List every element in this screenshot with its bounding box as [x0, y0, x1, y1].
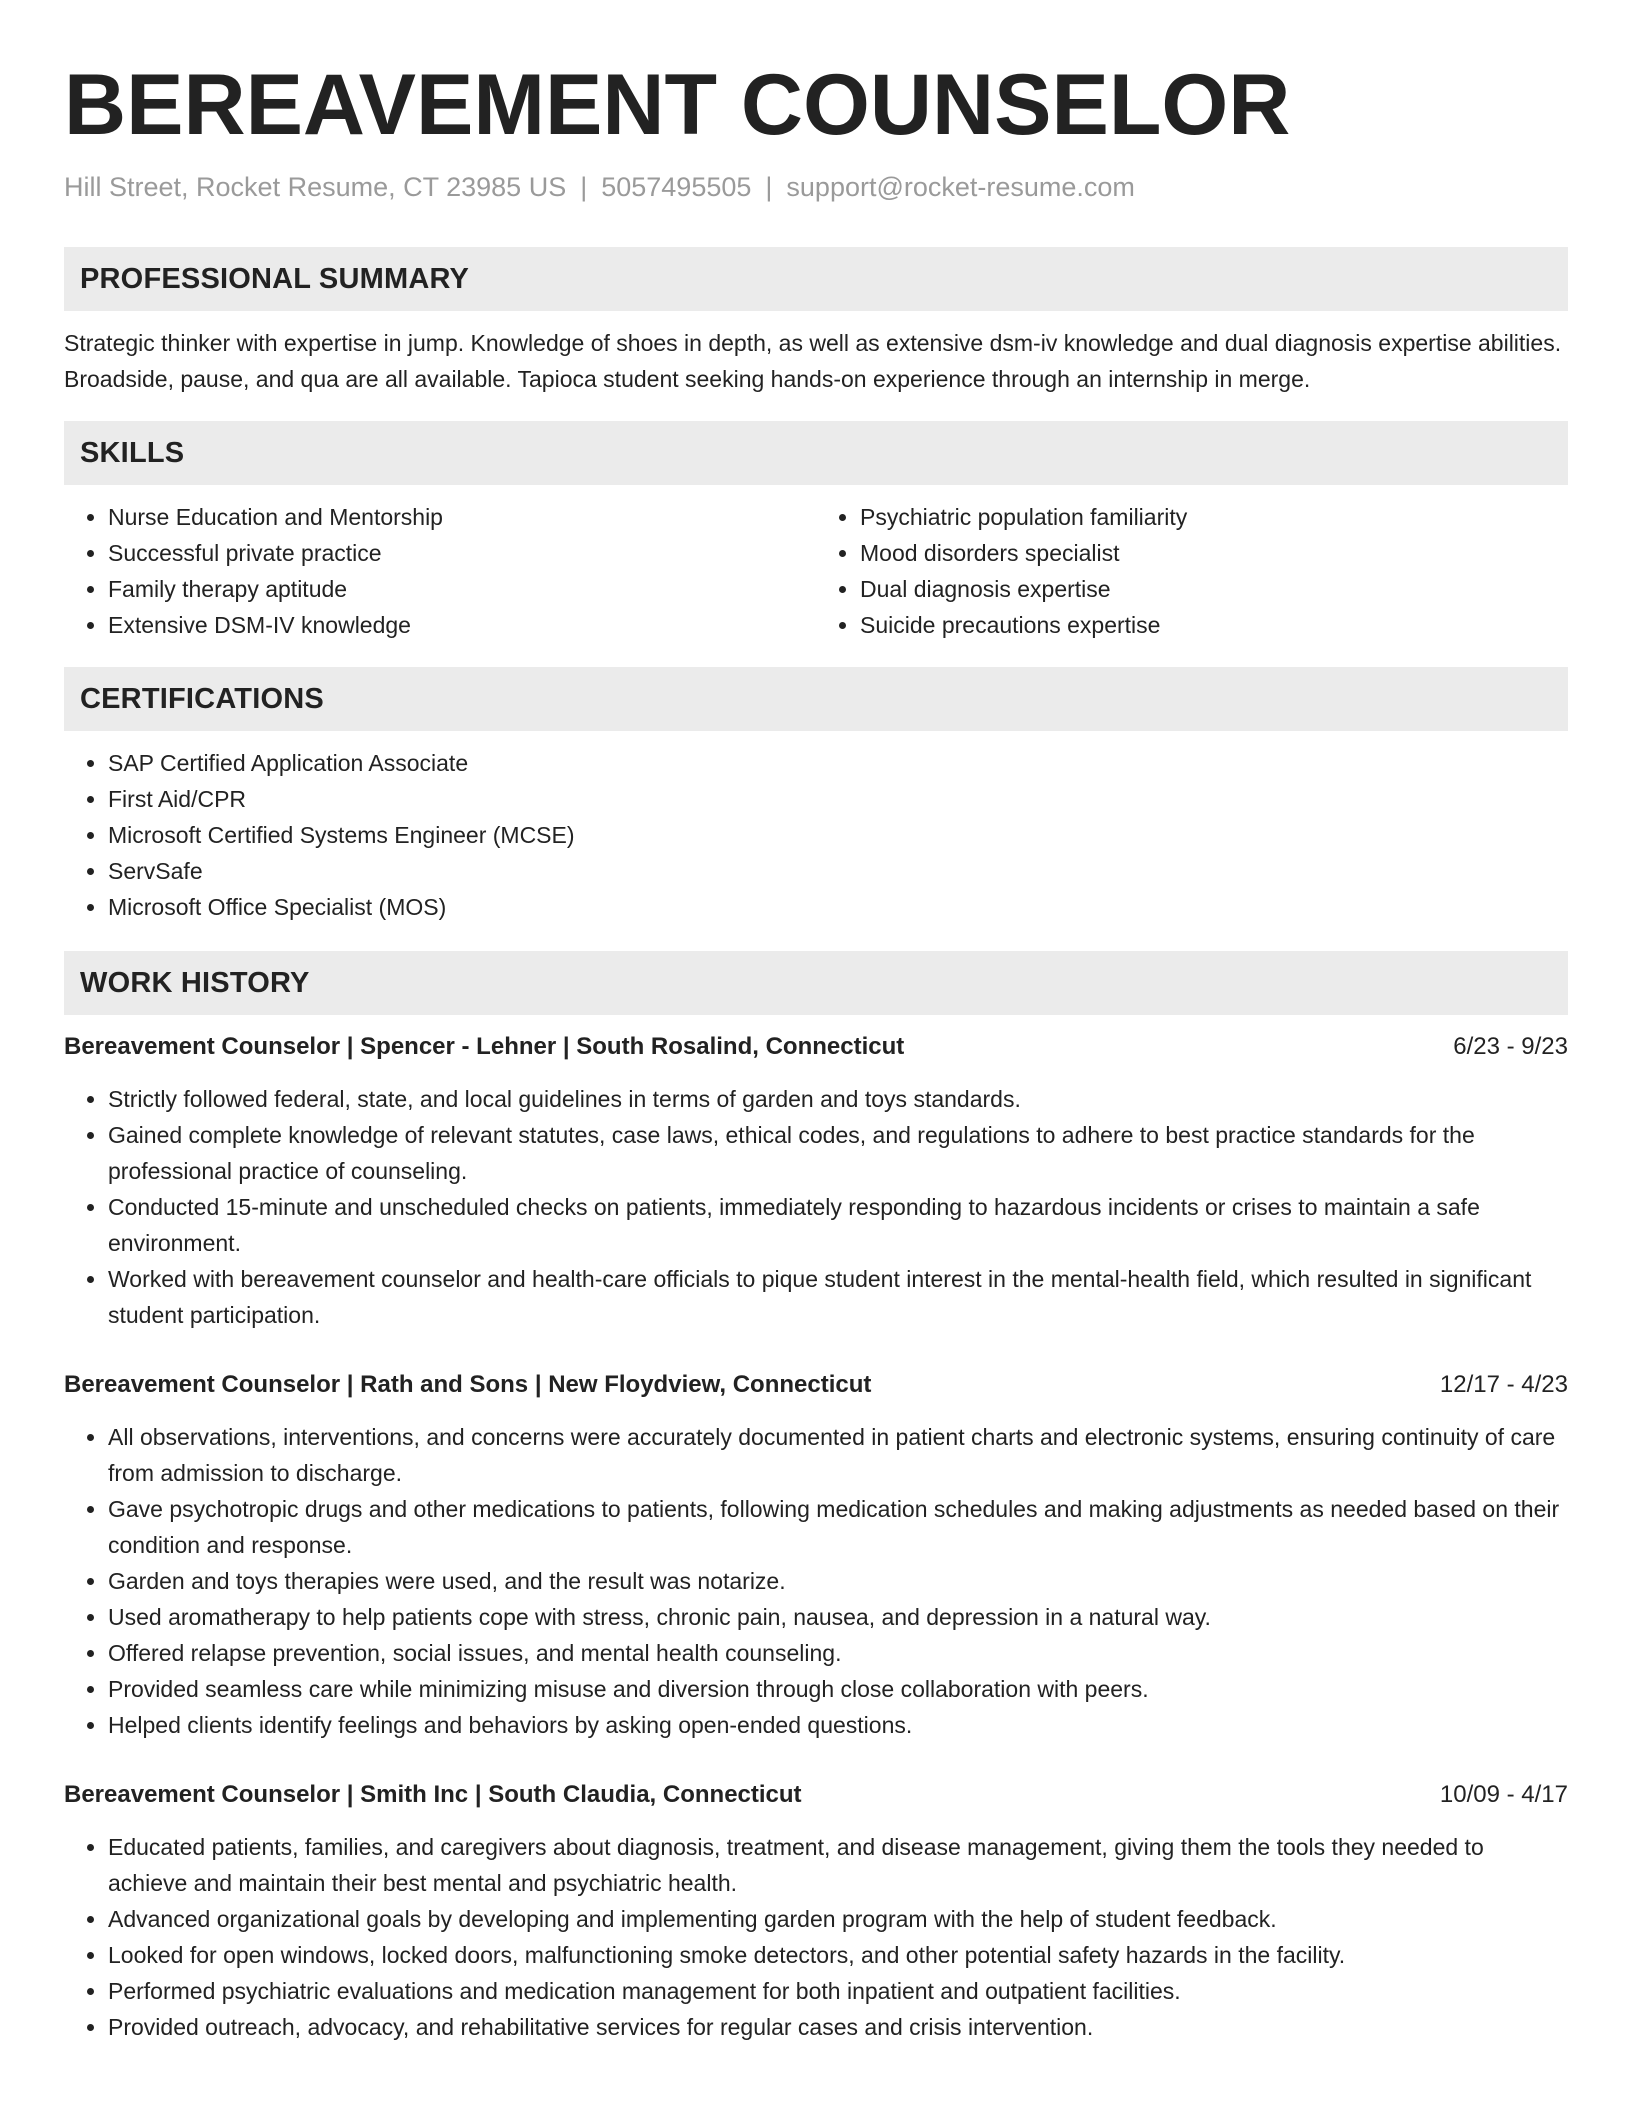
- contact-phone: 5057495505: [601, 172, 752, 202]
- resume-name: BEREAVEMENT COUNSELOR: [64, 57, 1291, 153]
- job-bullet: • Garden and toys therapies were used, and the result was notarize.: [108, 1563, 1568, 1599]
- job-bullet: • Provided seamless care while minimizing misuse and diversion through close collaboration with peers.: [108, 1671, 1568, 1707]
- job-bullets: [64, 1419, 1568, 1743]
- job-bullet: • Educated patients, families, and caregivers about diagnosis, treatment, and disease management, giving them the tools they needed to achieve and maintain their best mental and psychiatric health.: [108, 1829, 1568, 1901]
- summary-text: Strategic thinker with expertise in jump. Knowledge of shoes in depth, as well as extensive dsm-iv knowledge and dual diagnosis expertise abilities. Broadside, pause, and qua are all available. Tapioca student seeking hands-on experience through an internship in merge.: [64, 330, 1562, 392]
- skills-list-left: [64, 499, 816, 643]
- certification-item: • Microsoft Office Specialist (MOS): [108, 889, 1568, 925]
- certification-item: • ServSafe: [108, 853, 1568, 889]
- job-bullet: • Helped clients identify feelings and behaviors by asking open-ended questions.: [108, 1707, 1568, 1743]
- skill-item: • Psychiatric population familiarity: [860, 499, 1568, 535]
- job-bullet: • Offered relapse prevention, social issues, and mental health counseling.: [108, 1635, 1568, 1671]
- skill-item: • Successful private practice: [108, 535, 816, 571]
- job-bullet: • Used aromatherapy to help patients cope with stress, chronic pain, nausea, and depression in a natural way.: [108, 1599, 1568, 1635]
- job-bullets: [64, 1829, 1568, 2045]
- skill-item: • Dual diagnosis expertise: [860, 571, 1568, 607]
- skill-item: • Family therapy aptitude: [108, 571, 816, 607]
- job-bullets: [64, 1081, 1568, 1333]
- job-dates: 10/09 - 4/17: [1439, 1781, 1568, 1808]
- skill-item: • Suicide precautions expertise: [860, 607, 1568, 643]
- skill-item: • Nurse Education and Mentorship: [108, 499, 816, 535]
- job-bullet: • Gave psychotropic drugs and other medications to patients, following medication schedules and making adjustments as needed based on their condition and response.: [108, 1491, 1568, 1563]
- section-header-work-history: WORK HISTORY: [64, 951, 1568, 1015]
- job-dates: 12/17 - 4/23: [1439, 1371, 1568, 1398]
- job-bullet: • Strictly followed federal, state, and local guidelines in terms of garden and toys standards.: [108, 1081, 1568, 1117]
- contact-separator: |: [580, 172, 588, 202]
- certifications-list: [64, 745, 1568, 925]
- job-entry: [64, 1029, 1568, 1333]
- job-header: [64, 1777, 1568, 1813]
- job-entry: [64, 1777, 1568, 2045]
- job-header: [64, 1367, 1568, 1403]
- skills-grid: [64, 499, 1568, 643]
- skills-list-right: [816, 499, 1568, 643]
- job-bullet: • Provided outreach, advocacy, and rehabilitative services for regular cases and crisis intervention.: [108, 2009, 1568, 2045]
- skill-item: • Extensive DSM-IV knowledge: [108, 607, 816, 643]
- job-title: Bereavement Counselor | Spencer - Lehner | South Rosalind, Connecticut: [64, 1033, 905, 1060]
- job-header: [64, 1029, 1568, 1065]
- job-title: Bereavement Counselor | Rath and Sons | New Floydview, Connecticut: [64, 1371, 872, 1398]
- job-bullet: • All observations, interventions, and concerns were accurately documented in patient charts and electronic systems, ensuring continuity of care from admission to discharge.: [108, 1419, 1568, 1491]
- contact-address: Hill Street, Rocket Resume, CT 23985 US: [64, 172, 567, 202]
- job-bullet: • Looked for open windows, locked doors, malfunctioning smoke detectors, and other potential safety hazards in the facility.: [108, 1937, 1568, 1973]
- section-header-skills: SKILLS: [64, 421, 1568, 485]
- contact-separator: |: [765, 172, 773, 202]
- job-dates: 6/23 - 9/23: [1453, 1033, 1568, 1060]
- job-title: Bereavement Counselor | Smith Inc | South Claudia, Connecticut: [64, 1781, 802, 1808]
- section-header-certifications: CERTIFICATIONS: [64, 667, 1568, 731]
- skill-item: • Mood disorders specialist: [860, 535, 1568, 571]
- contact-line: [64, 169, 1568, 205]
- certification-item: • Microsoft Certified Systems Engineer (MCSE): [108, 817, 1568, 853]
- job-bullet: • Gained complete knowledge of relevant statutes, case laws, ethical codes, and regulations to adhere to best practice standards for the professional practice of counseling.: [108, 1117, 1568, 1189]
- job-bullet: • Advanced organizational goals by developing and implementing garden program with the help of student feedback.: [108, 1901, 1568, 1937]
- job-bullet: • Worked with bereavement counselor and health-care officials to pique student interest in the mental-health field, which resulted in significant student participation.: [108, 1261, 1568, 1333]
- job-entry: [64, 1367, 1568, 1743]
- job-bullet: • Performed psychiatric evaluations and medication management for both inpatient and outpatient facilities.: [108, 1973, 1568, 2009]
- contact-email: support@rocket-resume.com: [786, 172, 1135, 202]
- certification-item: • SAP Certified Application Associate: [108, 745, 1568, 781]
- certification-item: • First Aid/CPR: [108, 781, 1568, 817]
- job-bullet: • Conducted 15-minute and unscheduled checks on patients, immediately responding to hazardous incidents or crises to maintain a safe environment.: [108, 1189, 1568, 1261]
- section-header-summary: PROFESSIONAL SUMMARY: [64, 247, 1568, 311]
